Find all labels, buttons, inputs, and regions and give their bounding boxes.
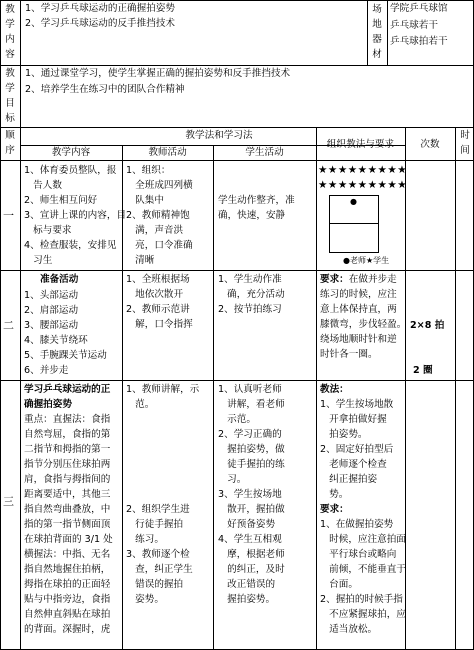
sec2-req-2: 练习的时候，应注 (320, 289, 397, 300)
sec2-laps: 2 圈 (413, 365, 433, 376)
sec2-student-2: 确，充分活动 (218, 289, 285, 300)
grid-line (387, 0, 388, 65)
sec3-org-16: 不应紧握球拍，应 (320, 609, 406, 620)
header-methods: 教学法和学习法 (185, 130, 253, 141)
site-line-1: 学院乒乓球馆 (390, 3, 448, 14)
row-label-goals: 教学目标 (5, 68, 15, 124)
sec3-org-2: 1、学生按场地散 (320, 399, 394, 410)
sec3-student-10: 好预备姿势 (218, 519, 276, 530)
sec2-req-5: 绕场地顺时针和逆 (320, 334, 397, 345)
sec3-teacher-4: 行徒手握拍 (126, 519, 184, 530)
sec2-teacher-1: 1、全班根据场 (126, 274, 190, 285)
sec2-content-1: 1、头部运动 (24, 290, 79, 301)
sec1-teacher-7: 清晰 (126, 255, 155, 266)
sec3-student-9: 散开，握拍做 (218, 504, 285, 515)
sec3-student-14: 改正错误的 (218, 579, 276, 590)
sec3-org-3: 开拿拍做好握 (320, 414, 387, 425)
sec3-content-11: 指自然地握住拍柄， (24, 564, 111, 575)
sec3-teacher-7: 查，纠正学生 (126, 564, 193, 575)
sec1-teacher-4: 2、教师精神饱 (126, 210, 190, 221)
sec3-org-14: 台面。 (320, 579, 358, 590)
sec3-title-2: 确握拍姿势 (24, 399, 72, 410)
section-number-3: 三 (3, 495, 14, 508)
sec3-content-4: 指节分别压住球拍两 (24, 459, 111, 470)
sec3-content-3: 二指节和拇指的第一 (24, 444, 111, 455)
sec3-student-5: 握拍姿势，做 (218, 444, 285, 455)
sec3-org-1: 教法： (320, 384, 349, 395)
sec1-content-4: 3、宣讲上课的内容，目 (24, 210, 127, 221)
section-number-1: 一 (3, 209, 14, 222)
sec3-content-7: 指自然弯曲叠放，中 (24, 504, 111, 515)
grid-line (20, 0, 21, 650)
sec1-teacher-6: 亮，口令准确 (126, 240, 193, 251)
sec2-req-6: 时针各一圈。 (320, 349, 378, 360)
sec2-student-3: 2、按节拍练习 (218, 304, 282, 315)
grid-line (316, 127, 317, 650)
site-line-2: 乒乓球若干 (390, 20, 438, 31)
section-number-2: 二 (3, 319, 14, 332)
sec3-content-9: 在球拍背面的 3/1 处 (24, 534, 113, 545)
grid-line (455, 127, 456, 650)
sec3-student-3: 示范。 (218, 414, 256, 425)
sec3-teacher-5: 练习。 (126, 534, 164, 545)
grid-line (367, 0, 368, 65)
sec2-req-title: 要求： (320, 274, 349, 285)
teacher-dot-icon: ● (350, 197, 357, 206)
sec2-teacher-4: 解，口令指挥 (126, 319, 193, 330)
content-line-1: 1、学习乒乓球运动的正确握拍姿势 (25, 3, 176, 14)
sec1-teacher-1: 1、组织： (126, 165, 171, 176)
sec3-org-10: 1、在做握拍姿势 (320, 519, 394, 530)
sec3-content-13: 贴与中指旁边，食指 (24, 594, 111, 605)
table-net-line (330, 223, 378, 224)
sec1-content-7: 习生 (24, 255, 53, 266)
sec2-content-6: 6、并步走 (24, 365, 69, 376)
goal-line-2: 2、培养学生在练习中的团队合作精神 (25, 84, 185, 95)
sec1-teacher-3: 队集中 (126, 195, 164, 206)
site-equipment-label: 场地器材 (372, 4, 382, 60)
header-teacher: 教师活动 (148, 147, 187, 158)
student-formation-row-1: ★★★★★★★★★ (318, 164, 408, 176)
sec3-student-13: 的纠正，及时 (218, 564, 285, 575)
sec3-student-4: 2、学习正确的 (218, 429, 282, 440)
sec3-teacher-9: 姿势。 (126, 594, 164, 605)
sec1-content-2: 告人数 (24, 180, 62, 191)
sec2-req-3: 意上体保持直，两 (320, 304, 397, 315)
sec3-org-4: 拍姿势。 (320, 429, 368, 440)
sec1-student-2: 确，快速，安静 (218, 210, 286, 221)
header-time: 时间 (460, 130, 470, 156)
sec2-content-4: 4、膝关节绕环 (24, 335, 88, 346)
sec3-org-11: 时候，应注意拍面 (320, 534, 406, 545)
grid-line (0, 160, 474, 161)
sec3-content-1: 重点：直握法：食指 (24, 414, 111, 425)
grid-line (0, 380, 474, 381)
sec3-title-1: 学习乒乓球运动的正 (24, 384, 111, 395)
sec3-org-17: 适当放松。 (320, 624, 378, 635)
sec3-org-9: 要求： (320, 504, 349, 515)
sec3-content-12: 拇指在球拍的正面轻 (24, 579, 111, 590)
sec2-content-5: 5、手腕踝关节运动 (24, 350, 107, 361)
sec3-content-5: 肩，食指与拇指间的 (24, 474, 111, 485)
sec3-content-15: 的背面。深握时，虎 (24, 624, 111, 635)
sec2-content-3: 3、腰部运动 (24, 320, 79, 331)
header-content: 教学内容 (51, 147, 91, 158)
sec2-student-1: 1、学生动作准 (218, 274, 282, 285)
sec3-teacher-8: 错误的握拍 (126, 579, 184, 590)
grid-line (213, 145, 214, 650)
sec3-content-6: 距离要适中，其他三 (24, 489, 111, 500)
header-student: 学生活动 (245, 147, 284, 158)
sec3-content-10: 横握法：中指、无名 (24, 549, 111, 560)
sec3-student-11: 4、学生互相观 (218, 534, 282, 545)
sec3-student-15: 握拍姿势。 (218, 594, 276, 605)
sec3-org-5: 2、固定好拍型后 (320, 444, 394, 455)
sec3-content-14: 自然伸直斜贴在球拍 (24, 609, 111, 620)
sec3-student-8: 3、学生按场地 (218, 489, 282, 500)
sec3-org-12: 平行球台或略向 (320, 549, 397, 560)
row-label-content: 教学内容 (5, 4, 15, 60)
sec1-student-1: 学生动作整齐，准 (218, 195, 295, 206)
sec1-content-1: 1、体育委员整队，报 (24, 165, 117, 176)
sec2-times: 2×8 拍 (410, 320, 445, 331)
sec3-content-8: 指的第一指节侧面顶 (24, 519, 111, 530)
sec2-teacher-2: 地依次散开 (126, 289, 184, 300)
formation-legend: ●老师★学生 (343, 256, 390, 265)
student-formation-row-2: ★★★★★★★★★ (318, 179, 408, 191)
sec2-req-1 (320, 272, 397, 287)
sec1-teacher-2: 全班成四列横 (126, 180, 193, 191)
sec3-content-2: 自然弯屈，食指的第 (24, 429, 111, 440)
sec3-org-15: 2、握拍的时候手指 (320, 594, 403, 605)
sec3-teacher-6: 3、教师逐个检 (126, 549, 190, 560)
sec2-req-4: 膝微弯，步伐轻盈。 (320, 319, 407, 330)
sec3-teacher-2: 范。 (126, 399, 155, 410)
sec3-student-2: 讲解，看老师 (218, 399, 285, 410)
sec3-student-1: 1、认真听老师 (218, 384, 282, 395)
sec3-org-7: 纠正握拍姿 (320, 474, 378, 485)
sec3-teacher-1: 1、教师讲解，示 (126, 384, 200, 395)
sec3-student-6: 徒手握拍的练 (218, 459, 285, 470)
sec1-content-6: 4、检查服装，安排见 (24, 240, 117, 251)
sec2-content-2: 2、肩部运动 (24, 305, 79, 316)
header-order: 顺序 (5, 130, 15, 156)
sec3-student-12: 摩，根据老师 (218, 549, 285, 560)
sec3-teacher-3: 2、组织学生进 (126, 504, 190, 515)
header-org: 组织教法与要求 (326, 139, 395, 150)
sec2-title: 准备活动 (40, 274, 79, 285)
sec3-student-7: 习。 (218, 474, 247, 485)
sec1-teacher-5: 满，声音洪 (126, 225, 184, 236)
content-line-2: 2、学习乒乓球运动的反手推挡技术 (25, 18, 176, 29)
grid-line (0, 270, 474, 271)
table-diagram (329, 195, 379, 253)
site-line-3: 乒乓球拍若干 (390, 36, 448, 47)
sec3-org-6: 老师逐个检查 (320, 459, 387, 470)
sec2-teacher-3: 2、教师示范讲 (126, 304, 190, 315)
goal-line-1: 1、通过课堂学习，使学生掌握正确的握拍姿势和反手推挡技术 (25, 68, 291, 79)
sec1-content-5: 标与要求 (24, 225, 72, 236)
sec3-org-13: 前倾，不能垂直于 (320, 564, 406, 575)
sec2-req-1-rest: 在做并步走 (348, 274, 397, 285)
sec3-org-8: 势。 (320, 489, 349, 500)
grid-line (0, 0, 1, 650)
header-times: 次数 (420, 139, 440, 150)
sec1-content-3: 2、师生相互问好 (24, 195, 98, 206)
